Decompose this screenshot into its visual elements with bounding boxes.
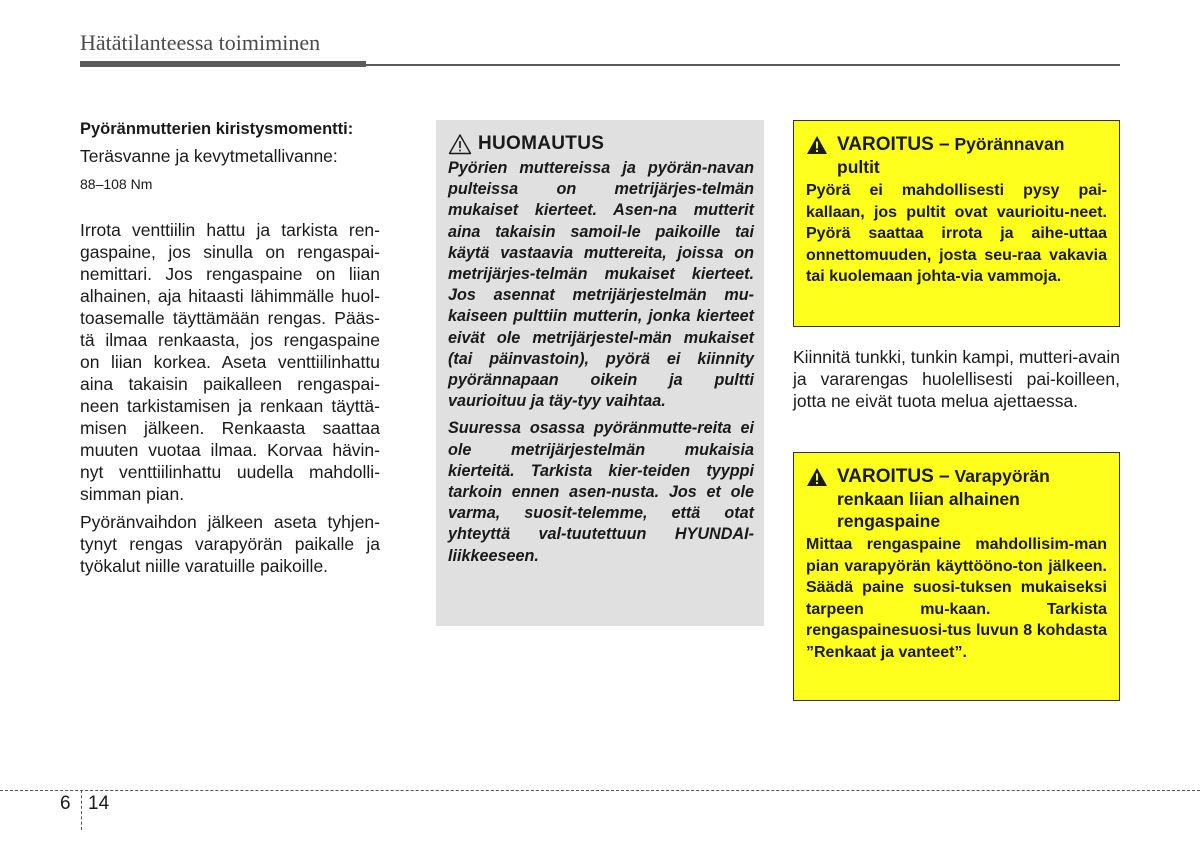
warning-label: [837, 133, 1107, 178]
warning-label-prefix: VAROITUS –: [837, 134, 950, 155]
notice-paragraph-1: Pyörien muttereissa ja pyörän-navan pulteissa on metrijärjes-telmän mukaiset kierteet. Asen-na mutterit aina takaisin samoil-le paikoille tai käytä vastaavia muttereita, joissa on metrijärjes-telmän mukaiset kierteet. Jos asennat metrijärjestelmän mu-kaiseen pulttiin mutterin, jonka kierteet eivät ole metrijärjestel-män mukaiset (tai päinvastoin), pyörä ei kiinnity pyörännapaan oikein ja pultti vaurioituu ja täy-tyy vaihtaa.: [448, 159, 754, 411]
notice-title: HUOMAUTUS: [478, 133, 605, 154]
header-rule-thin: [366, 64, 1120, 66]
warning-box-spare-pressure: [793, 452, 1120, 701]
header-rule-thick: [80, 61, 366, 67]
notice-paragraph-2: Suuressa osassa pyöränmutte-reita ei ole metrijärjestelmän mukaisia kierteitä. Tarkista kier-teiden tyyppi tarkoin ennen asen-nusta. Jos et ole varma, suosit-telemme, että otat yhteyttä val-tuutettuun HYUNDAI-liikkeeseen.: [448, 419, 754, 565]
left-column: [80, 118, 380, 577]
page-number: 14: [88, 793, 110, 814]
notice-box: [436, 120, 764, 626]
notice-header: [448, 130, 754, 158]
tire-pressure-paragraph: Irrota venttiilin hattu ja tarkista ren-gaspaine, jos sinulla on rengaspai-nemittari. Jos rengaspaine on liian alhainen, aja hitaasti lähimmälle huol-toasemalle täyttämään rengas. Pääs-tä ilmaa renkaasta, jos rengaspaine on liian korkea. Aseta venttiilinhattu aina takaisin paikalleen rengaspai-neen tarkistamisen ja renkaan täyttä-misen jälkeen. Renkaasta saattaa muuten vuotaa ilmaa. Korvaa hävin-nyt venttiilinhattu uudella mahdolli-simman pian.: [80, 220, 380, 504]
warning-box-hub-bolts: [793, 120, 1120, 327]
torque-spec-wheel-types: Teräsvanne ja kevytmetallivanne:: [80, 146, 338, 166]
warning-triangle-outline-icon: [448, 133, 472, 155]
warning-triangle-filled-icon: [806, 467, 828, 487]
warning-header: [806, 133, 1107, 178]
torque-spec-value: 88–108 Nm: [80, 176, 153, 192]
warning-body: Pyörä ei mahdollisesti pysy pai-kallaan, jos pultit ovat vaurioitu-neet. Pyörä saattaa irrota ja aihe-uttaa onnettomuuden, josta seu-raa vakavia tai kuolemaan johta-via vammoja.: [806, 182, 1107, 286]
warning-label-prefix: VAROITUS –: [837, 466, 950, 487]
warning-triangle-filled-icon: [806, 135, 828, 155]
chapter-number: 6: [60, 793, 71, 814]
warning-body: Mittaa rengaspaine mahdollisim-man pian varapyörän käyttöönо-ton jälkeen. Säädä paine suosi-tuksen mukaiseksi tarpeen mu-kaan. Tarkista rengaspainesuosi-tus luvun 8 kohdasta ”Renkaat ja vanteet”.: [806, 536, 1107, 661]
footer-dashed-rule: [0, 790, 1200, 791]
stow-tire-paragraph: Pyöränvaihdon jälkeen aseta tyhjen-tynyt rengas varapyörän paikalle ja työkalut niille varatuille paikoille.: [80, 512, 380, 576]
footer-page-separator: [81, 790, 82, 830]
warning-header: [806, 465, 1107, 532]
page-header-title: Hätätilanteessa toimiminen: [80, 30, 321, 55]
secure-tools-paragraph: Kiinnitä tunkki, tunkin kampi, mutteri-avain ja vararengas huolellisesti pai-koilleen, jotta ne eivät tuota melua ajettaessa.: [793, 347, 1120, 411]
warning-label-topic: Pyörännavan pultit: [837, 134, 1065, 177]
warning-label: [837, 465, 1107, 532]
warning-label-topic: Varapyörän renkaan liian alhainen rengaspaine: [837, 466, 1050, 531]
torque-spec-title: Pyöränmutterien kiristysmomentti:: [80, 120, 354, 138]
